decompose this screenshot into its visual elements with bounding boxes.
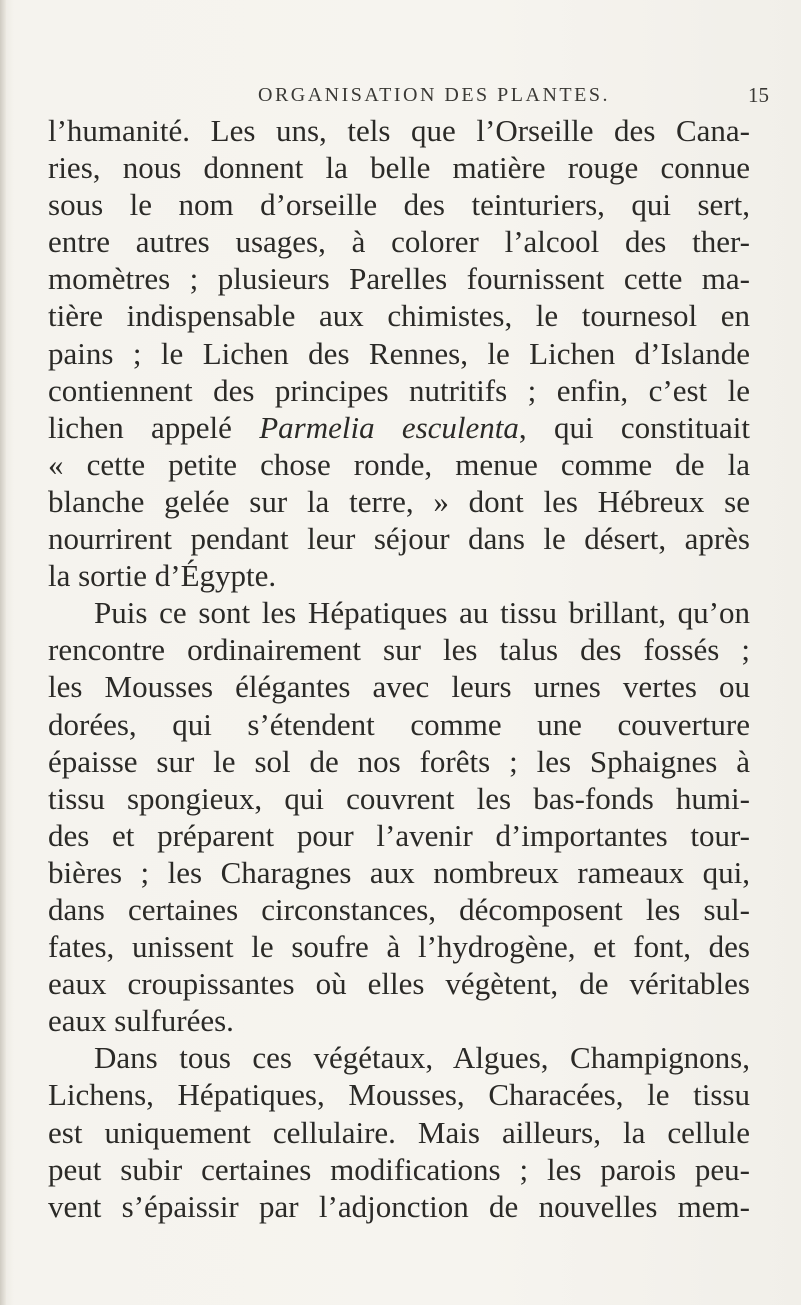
text-line: momètres ; plusieurs Parelles fournissent cette ma- — [48, 261, 750, 297]
text-line: blanche gelée sur la terre, » dont les Hébreux se — [48, 483, 750, 519]
text-line-with-latin-name — [48, 409, 750, 446]
text-line: bières ; les Charagnes aux nombreux rameaux qui, — [48, 854, 750, 890]
text-line: fates, unissent le soufre à l’hydrogène, et font, des — [48, 929, 750, 965]
latin-species-name: Parmelia esculenta — [259, 409, 519, 445]
text-line: tissu spongieux, qui couvrent les bas-fonds humi- — [48, 780, 750, 816]
text-line: nourrirent pendant leur séjour dans le désert, après — [48, 521, 750, 557]
text-line: pains ; le Lichen des Rennes, le Lichen d’Islande — [48, 335, 750, 371]
text-line: contiennent des principes nutritifs ; enfin, c’est le — [48, 372, 750, 408]
text-line: tière indispensable aux chimistes, le tournesol en — [48, 298, 750, 334]
text-line: peut subir certaines modifications ; les parois peu- — [48, 1151, 750, 1187]
text-line: épaisse sur le sol de nos forêts ; les Sphaignes à — [48, 743, 750, 779]
text-segment: , qui constituait — [518, 409, 750, 445]
paragraph-end-line: eaux sulfurées. — [48, 1003, 234, 1039]
text-line: vent s’épaissir par l’adjonction de nouvelles mem- — [48, 1188, 750, 1224]
running-title: ORGANISATION DES PLANTES. — [258, 84, 610, 106]
text-line: les Mousses élégantes avec leurs urnes vertes ou — [48, 669, 750, 705]
text-segment: lichen appelé — [48, 409, 260, 445]
text-line: sous le nom d’orseille des teinturiers, qui sert, — [48, 187, 750, 223]
page-number: 15 — [748, 83, 769, 107]
text-line: eaux croupissantes où elles végètent, de véritables — [48, 966, 750, 1002]
text-line: entre autres usages, à colorer l’alcool des ther- — [48, 224, 750, 260]
text-line: Lichens, Hépatiques, Mousses, Characées, le tissu — [48, 1077, 750, 1113]
page-binding-edge — [0, 0, 6, 1305]
text-line: rencontre ordinairement sur les talus des fossés ; — [48, 632, 750, 668]
paragraph-start-line: Dans tous ces végétaux, Algues, Champignons, — [94, 1040, 750, 1076]
paragraph-start-line: Puis ce sont les Hépatiques au tissu brillant, qu’on — [94, 595, 750, 631]
paragraph-end-line: la sortie d’Égypte. — [48, 558, 277, 594]
text-line: dorées, qui s’étendent comme une couverture — [48, 706, 750, 742]
text-line: des et préparent pour l’avenir d’importantes tour- — [48, 817, 750, 853]
text-line: « cette petite chose ronde, menue comme de la — [48, 446, 750, 482]
text-line: dans certaines circonstances, décomposent les sul- — [48, 891, 750, 927]
text-line: l’humanité. Les uns, tels que l’Orseille des Cana- — [48, 113, 750, 148]
text-line: est uniquement cellulaire. Mais ailleurs, la cellule — [48, 1114, 750, 1150]
body-text — [48, 112, 750, 1225]
text-line: ries, nous donnent la belle matière rouge connue — [48, 150, 750, 186]
